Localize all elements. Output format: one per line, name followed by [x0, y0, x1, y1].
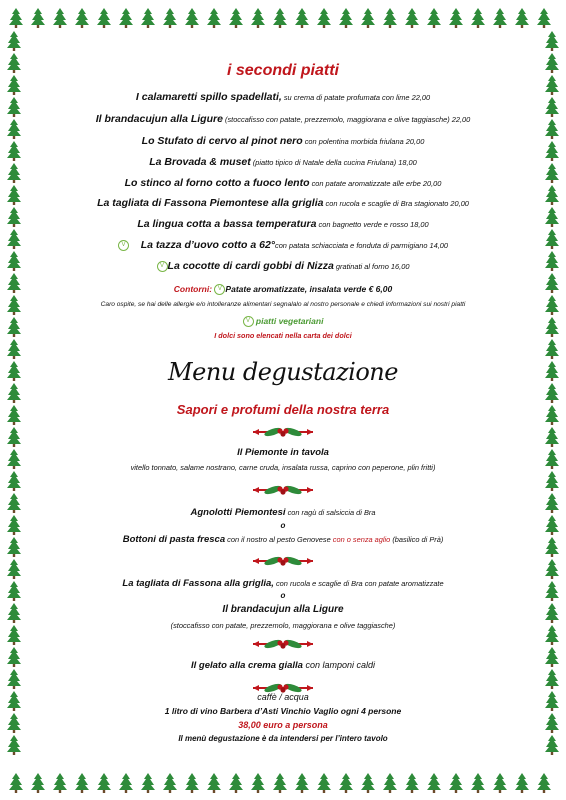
christmas-tree-icon: [251, 773, 265, 793]
dish-row: [40, 218, 526, 230]
christmas-tree-icon: [545, 427, 559, 447]
course-desc: (stoccafisso con patate, prezzemolo, maggiorana e olive taggiasche): [170, 621, 396, 630]
christmas-tree-icon: [7, 559, 21, 579]
christmas-tree-icon: [545, 735, 559, 755]
christmas-tree-icon: [75, 773, 89, 793]
christmas-tree-icon: [545, 119, 559, 139]
course-desc: con ragù di salsiccia di Bra: [285, 508, 376, 517]
footer-note: Il menù degustazione è da intendersi per l’intero tavolo: [178, 734, 388, 743]
christmas-tree-icon: [163, 8, 177, 28]
christmas-tree-icon: [53, 8, 67, 28]
holly-ribbon-icon: [40, 483, 526, 497]
christmas-tree-icon: [53, 773, 67, 793]
christmas-tree-icon: [7, 273, 21, 293]
christmas-tree-icon: [545, 97, 559, 117]
christmas-tree-icon: [7, 185, 21, 205]
christmas-tree-icon: [141, 773, 155, 793]
christmas-tree-icon: [119, 8, 133, 28]
christmas-tree-icon: [295, 8, 309, 28]
christmas-tree-icon: [141, 8, 155, 28]
christmas-tree-icon: [545, 31, 559, 51]
dish-desc: con rucola e scaglie di Bra stagionato 20,00: [323, 199, 469, 208]
christmas-tree-icon: [339, 773, 353, 793]
christmas-tree-icon: [7, 163, 21, 183]
christmas-tree-icon: [7, 493, 21, 513]
christmas-tree-icon: [251, 8, 265, 28]
christmas-tree-icon: [545, 647, 559, 667]
christmas-tree-icon: [7, 735, 21, 755]
dish-name: I calamaretti spillo spadellati,: [135, 91, 282, 103]
christmas-tree-icon: [545, 471, 559, 491]
holly-ribbon-icon: [40, 554, 526, 568]
dish-desc: su crema di patate profumata con lime 22,00: [281, 93, 431, 102]
christmas-tree-icon: [31, 8, 45, 28]
holly-ribbon-icon: [40, 425, 526, 439]
christmas-tree-icon: [119, 773, 133, 793]
christmas-tree-icon: [273, 8, 287, 28]
course-row: [40, 578, 526, 589]
christmas-tree-icon: [449, 773, 463, 793]
christmas-tree-icon: [471, 773, 485, 793]
christmas-tree-icon: [545, 361, 559, 381]
christmas-tree-icon: [449, 8, 463, 28]
christmas-tree-icon: [405, 773, 419, 793]
christmas-tree-icon: [7, 691, 21, 711]
course-row: [40, 507, 526, 518]
christmas-tree-icon: [537, 773, 551, 793]
dish-row: [40, 113, 526, 125]
christmas-tree-icon: [545, 141, 559, 161]
christmas-tree-icon: [545, 713, 559, 733]
christmas-tree-icon: [545, 383, 559, 403]
christmas-tree-icon: [229, 8, 243, 28]
holly-ribbon-icon: [40, 637, 526, 651]
christmas-tree-icon: [383, 8, 397, 28]
christmas-tree-icon: [97, 773, 111, 793]
christmas-tree-icon: [515, 773, 529, 793]
christmas-tree-icon: [7, 53, 21, 73]
course-desc: con il nostro al pesto Genovese: [225, 535, 333, 544]
dish-name: Lo stinco al forno cotto a fuoco lento: [124, 177, 310, 189]
or-separator: o: [280, 591, 286, 600]
degustazione-title: Menu degustazione: [168, 358, 398, 386]
coffee-water: caffè / acqua: [257, 692, 309, 702]
christmas-tree-icon: [545, 691, 559, 711]
dish-row: [40, 239, 526, 251]
christmas-tree-icon: [7, 207, 21, 227]
christmas-tree-icon: [7, 339, 21, 359]
dish-name: La tazza d’uovo cotto a 62°: [140, 239, 275, 251]
course-desc: con lamponi caldi: [302, 660, 375, 670]
christmas-tree-icon: [493, 8, 507, 28]
christmas-tree-icon: [207, 773, 221, 793]
christmas-tree-icon: [7, 471, 21, 491]
christmas-tree-icon: [7, 383, 21, 403]
christmas-tree-icon: [7, 713, 21, 733]
christmas-tree-icon: [545, 603, 559, 623]
christmas-tree-icon: [7, 647, 21, 667]
christmas-tree-icon: [7, 427, 21, 447]
christmas-tree-icon: [545, 273, 559, 293]
christmas-tree-icon: [339, 8, 353, 28]
christmas-tree-icon: [515, 8, 529, 28]
christmas-tree-icon: [7, 515, 21, 535]
christmas-tree-icon: [545, 449, 559, 469]
contorni-line: [40, 284, 526, 295]
leaf-icon: V: [118, 240, 129, 251]
dish-name: La Brovada & muset: [149, 156, 251, 168]
christmas-tree-icon: [7, 75, 21, 95]
christmas-tree-icon: [7, 625, 21, 645]
dolci-note: I dolci sono elencati nella carta dei dolci: [214, 331, 352, 340]
christmas-tree-icon: [545, 405, 559, 425]
christmas-tree-icon: [7, 97, 21, 117]
dish-desc: con bagnetto verde e rosso 18,00: [316, 220, 429, 229]
course-name: Agnolotti Piemontesi: [190, 507, 286, 518]
course-row: [40, 660, 526, 671]
christmas-tree-icon: [545, 207, 559, 227]
course-name: Il gelato alla crema gialla: [191, 660, 303, 671]
christmas-tree-icon: [545, 625, 559, 645]
christmas-tree-icon: [545, 493, 559, 513]
dish-name: Lo Stufato di cervo al pinot nero: [141, 135, 303, 147]
christmas-tree-icon: [545, 229, 559, 249]
christmas-tree-icon: [545, 581, 559, 601]
dish-name: La cocotte di cardi gobbi di Nizza: [167, 260, 334, 272]
christmas-tree-icon: [7, 141, 21, 161]
christmas-tree-icon: [7, 361, 21, 381]
leaf-icon: V: [243, 316, 254, 327]
course-desc-highlight: con o senza aglio: [332, 535, 391, 544]
course-name: La tagliata di Fassona alla griglia,: [122, 578, 274, 589]
christmas-tree-icon: [545, 295, 559, 315]
christmas-tree-icon: [427, 8, 441, 28]
christmas-tree-icon: [317, 773, 331, 793]
christmas-tree-icon: [185, 773, 199, 793]
christmas-tree-icon: [7, 119, 21, 139]
christmas-tree-icon: [7, 537, 21, 557]
christmas-tree-icon: [185, 8, 199, 28]
christmas-tree-icon: [545, 515, 559, 535]
christmas-tree-icon: [471, 8, 485, 28]
christmas-tree-icon: [427, 773, 441, 793]
christmas-tree-icon: [545, 75, 559, 95]
christmas-tree-icon: [273, 773, 287, 793]
christmas-tree-icon: [545, 185, 559, 205]
christmas-tree-icon: [7, 603, 21, 623]
secondi-title: i secondi piatti: [226, 62, 339, 79]
dish-desc: con polentina morbida friulana 20,00: [302, 137, 425, 146]
leaf-icon: V: [214, 284, 225, 295]
christmas-tree-icon: [7, 229, 21, 249]
degustazione-subtitle: Sapori e profumi della nostra terra: [176, 402, 390, 417]
christmas-tree-icon: [7, 317, 21, 337]
dish-row: [40, 177, 526, 189]
course-name: Il brandacujun alla Ligure: [222, 604, 344, 615]
leaf-icon: V: [157, 261, 168, 272]
course-row: [40, 534, 526, 545]
dish-row: [40, 135, 526, 147]
christmas-tree-icon: [361, 773, 375, 793]
christmas-tree-icon: [317, 8, 331, 28]
christmas-tree-icon: [545, 53, 559, 73]
christmas-tree-icon: [7, 449, 21, 469]
christmas-tree-icon: [545, 669, 559, 689]
dish-row: [40, 156, 526, 168]
christmas-tree-icon: [163, 773, 177, 793]
christmas-tree-icon: [361, 8, 375, 28]
or-separator: o: [280, 521, 286, 530]
christmas-tree-icon: [229, 773, 243, 793]
christmas-tree-icon: [7, 251, 21, 271]
course-name: Il Piemonte in tavola: [237, 447, 329, 458]
course-desc: con rucola e scaglie di Bra con patate aromatizzate: [273, 579, 444, 588]
course-desc: vitello tonnato, salame nostrano, carne cruda, insalata russa, caprino con peperone, plin fritti): [130, 463, 436, 472]
christmas-tree-icon: [405, 8, 419, 28]
christmas-tree-icon: [295, 773, 309, 793]
christmas-tree-icon: [545, 537, 559, 557]
christmas-tree-icon: [7, 405, 21, 425]
contorni-text: Patate aromatizzate, insalata verde € 6,00: [225, 284, 393, 294]
course-name: Bottoni di pasta fresca: [122, 534, 226, 545]
christmas-tree-icon: [545, 339, 559, 359]
dish-row: [40, 197, 526, 209]
veg-label: piatti vegetariani: [255, 316, 324, 326]
dish-name: La tagliata di Fassona Piemontese alla griglia: [97, 197, 324, 209]
dish-row: [40, 260, 526, 272]
christmas-tree-icon: [7, 581, 21, 601]
christmas-tree-icon: [493, 773, 507, 793]
christmas-tree-icon: [7, 31, 21, 51]
christmas-tree-icon: [9, 773, 23, 793]
christmas-tree-icon: [545, 251, 559, 271]
christmas-tree-icon: [7, 295, 21, 315]
christmas-tree-icon: [7, 669, 21, 689]
wine-line: 1 litro di vino Barbera d’Asti Vinchio Vaglio ogni 4 persone: [164, 706, 402, 716]
christmas-tree-icon: [207, 8, 221, 28]
price: 38,00 euro a persona: [238, 720, 328, 730]
dish-row: [40, 91, 526, 103]
veg-legend: [40, 316, 526, 327]
course-desc: (basilico di Prà): [390, 535, 444, 544]
christmas-tree-icon: [97, 8, 111, 28]
christmas-tree-icon: [545, 559, 559, 579]
christmas-tree-icon: [383, 773, 397, 793]
contorni-label: Contorni:: [173, 284, 213, 294]
dish-desc: (piatto tipico di Natale della cucina Friulana) 18,00: [250, 158, 417, 167]
dish-name: Il brandacujun alla Ligure: [95, 113, 223, 125]
christmas-tree-icon: [9, 8, 23, 28]
dish-name: La lingua cotta a bassa temperatura: [137, 218, 317, 230]
christmas-tree-icon: [545, 317, 559, 337]
christmas-tree-icon: [31, 773, 45, 793]
dish-desc: con patata schiacciata e fonduta di parmigiano 14,00: [275, 241, 448, 250]
dish-desc: con patate aromatizzate alle erbe 20,00: [309, 179, 442, 188]
allergy-note: Caro ospite, se hai delle allergie e/o intolleranze alimentari segnalalo al nostro personale e chiedi informazioni sui nostri piatti: [100, 301, 466, 308]
christmas-tree-icon: [537, 8, 551, 28]
dish-desc: (stoccafisso con patate, prezzemolo, maggiorana e olive taggiasche) 22,00: [222, 115, 471, 124]
christmas-tree-icon: [75, 8, 89, 28]
dish-desc: gratinati al forno 16,00: [333, 262, 410, 271]
menu-page: [40, 40, 526, 760]
christmas-tree-icon: [545, 163, 559, 183]
